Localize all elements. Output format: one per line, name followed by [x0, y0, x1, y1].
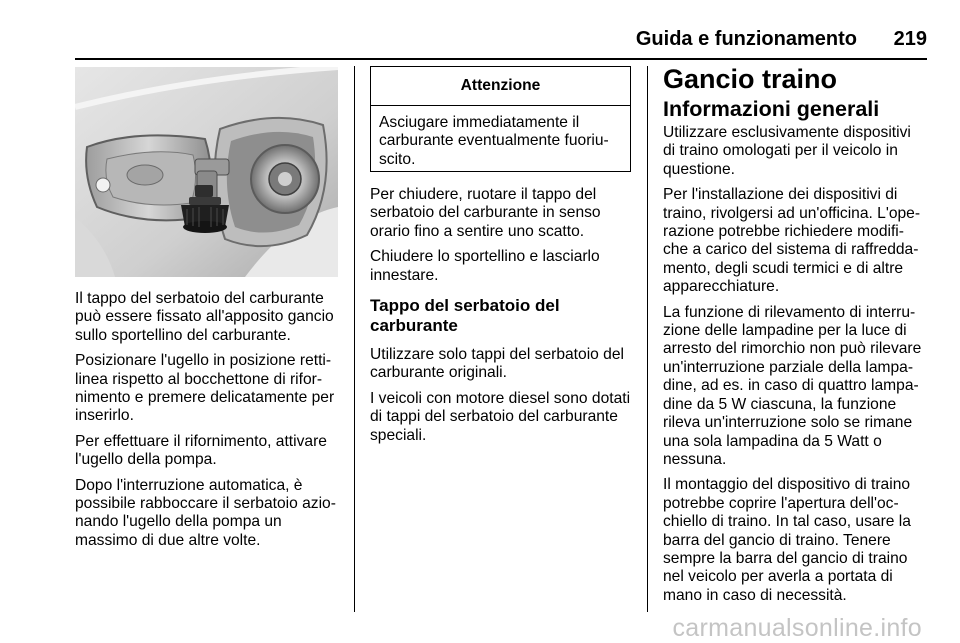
column-divider-right — [647, 66, 648, 612]
section-title: Gancio traino — [663, 64, 838, 94]
subheading-fuel-cap: Tappo del serbatoio del carburante — [370, 296, 560, 336]
paragraph: Per effettuare il rifornimento, attivare l'ugello della pompa. — [75, 432, 327, 469]
paragraph: La funzione di rilevamento di interru-zione delle lampadine per la luce di arresto del rimorchio non può rilevare un'interruzione parziale della lampa-dine, ad es. in caso di quattro lampa-dine da 5 W ciascuna, la funzione rileva un'interruzione solo se rimane una sola lampadina da 5 Watt o nessuna. — [663, 303, 922, 468]
subsection-title: Informazioni generali — [663, 97, 880, 121]
paragraph: Per l'installazione dei dispositivi di traino, rivolgersi ad un'officina. L'ope-razione potrebbe richiedere modifi-che a carico del sistema di raffredda-mento, degli scudi termici e di altre apparecchiature. — [663, 186, 921, 296]
middle-column — [370, 186, 636, 452]
paragraph: Utilizzare esclusivamente dispositivi di traino omologati per il veicolo in questione. — [663, 124, 911, 178]
paragraph: I veicoli con motore diesel sono dotati di tappi del serbatoio del carburante speciali. — [370, 389, 631, 444]
watermark: carmanualsonline.info — [672, 614, 922, 642]
right-column — [663, 64, 927, 612]
warning-title: Attenzione — [371, 67, 630, 106]
paragraph: Utilizzare solo tappi del serbatoio del carburante originali. — [370, 346, 624, 382]
fuel-door-drawing — [75, 67, 338, 277]
paragraph: Chiudere lo sportellino e lasciarlo innestare. — [370, 248, 600, 284]
paragraph: Posizionare l'ugello in posizione retti-linea rispetto al bocchettone di rifor-nimento e premere delicatamente per inserirlo. — [75, 352, 335, 425]
page-header — [75, 26, 927, 60]
paragraph: Per chiudere, ruotare il tappo del serbatoio del carburante in senso orario fino a sentire uno scatto. — [370, 186, 601, 240]
paragraph: Il tappo del serbatoio del carburante può essere fissato all'apposito gancio sullo sportellino del carburante. — [75, 290, 334, 344]
warning-text: Asciugare immediatamente il carburante eventualmente fuoriu-scito. — [379, 114, 609, 168]
paragraph: Il montaggio del dispositivo di traino potrebbe coprire l'apertura dell'oc-chiello di traino. In tal caso, usare la barra del gancio di traino. Tenere sempre la barra del gancio di traino nel veicolo per averla a portata di mano in caso di necessità. — [663, 476, 911, 604]
fuel-door-illustration — [75, 67, 338, 277]
header-title: Guida e funzionamento — [635, 28, 857, 50]
page-number: 219 — [893, 28, 927, 50]
paragraph: Dopo l'interruzione automatica, è possibile rabboccare il serbatoio azio-nando l'ugello della pompa un massimo di due altre volte. — [75, 476, 336, 549]
column-divider-left — [354, 66, 355, 612]
warning-box — [370, 66, 631, 172]
left-column — [75, 290, 347, 557]
